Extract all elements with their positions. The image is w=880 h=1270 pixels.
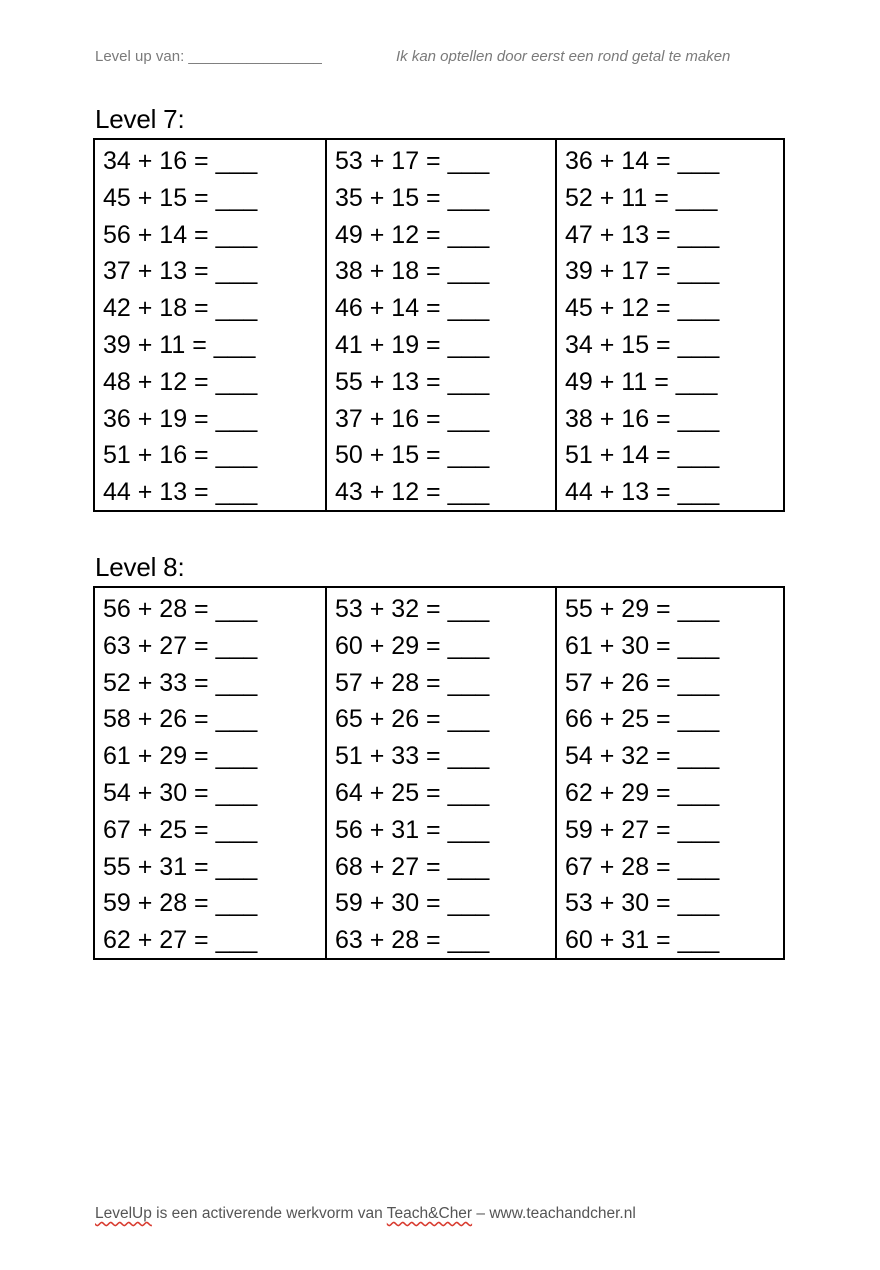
exercise-item: 41 + 19 = ___ (335, 330, 490, 359)
exercise-item: 67 + 25 = ___ (103, 815, 258, 844)
level-8-column-1 (95, 588, 327, 958)
exercise-item: 64 + 25 = ___ (335, 778, 490, 807)
exercise-item: 56 + 31 = ___ (335, 815, 490, 844)
footer-brand: LevelUp (95, 1205, 152, 1222)
level-8-title: Level 8: (95, 552, 185, 582)
exercise-item: 68 + 27 = ___ (335, 852, 490, 881)
exercise-item: 51 + 14 = ___ (565, 441, 720, 470)
exercise-item: 52 + 11 = ___ (565, 183, 718, 212)
exercise-item: 34 + 15 = ___ (565, 330, 720, 359)
exercise-item: 51 + 33 = ___ (335, 742, 490, 771)
exercise-item: 53 + 30 = ___ (565, 889, 720, 918)
exercise-item: 60 + 31 = ___ (565, 926, 720, 955)
page-header (95, 48, 785, 70)
page-footer (95, 1205, 636, 1223)
level-8-column-2 (327, 588, 557, 958)
exercise-item: 44 + 13 = ___ (103, 478, 258, 507)
exercise-item: 59 + 28 = ___ (103, 889, 258, 918)
level-8-column-3 (557, 588, 783, 958)
exercise-item: 36 + 19 = ___ (103, 404, 258, 433)
exercise-item: 54 + 30 = ___ (103, 778, 258, 807)
level-7-column-1 (95, 140, 327, 510)
exercise-item: 36 + 14 = ___ (565, 147, 720, 175)
exercise-item: 62 + 29 = ___ (565, 778, 720, 807)
exercise-item: 63 + 28 = ___ (335, 926, 490, 955)
exercise-item: 56 + 28 = ___ (103, 595, 258, 623)
level-8-exercise-grid (93, 586, 785, 960)
level-7-title: Level 7: (95, 104, 185, 134)
exercise-item: 49 + 12 = ___ (335, 220, 490, 249)
exercise-item: 62 + 27 = ___ (103, 926, 258, 955)
footer-company: Teach&Cher (386, 1205, 473, 1222)
footer-text-2: – www.teachandcher.nl (472, 1205, 636, 1222)
exercise-item: 61 + 29 = ___ (103, 742, 258, 771)
exercise-item: 39 + 17 = ___ (565, 257, 720, 286)
exercise-item: 67 + 28 = ___ (565, 852, 720, 881)
level-7-exercise-grid (93, 138, 785, 512)
footer-text-1: is een activerende werkvorm van (151, 1205, 387, 1222)
exercise-item: 53 + 17 = ___ (335, 147, 490, 175)
exercise-item: 37 + 16 = ___ (335, 404, 490, 433)
level-7-column-3 (557, 140, 783, 510)
exercise-item: 50 + 15 = ___ (335, 441, 490, 470)
exercise-item: 65 + 26 = ___ (335, 705, 490, 734)
exercise-item: 45 + 12 = ___ (565, 294, 720, 323)
exercise-item: 59 + 30 = ___ (335, 889, 490, 918)
exercise-item: 45 + 15 = ___ (103, 183, 258, 212)
exercise-item: 43 + 12 = ___ (335, 478, 490, 507)
exercise-item: 57 + 28 = ___ (335, 668, 490, 697)
exercise-item: 59 + 27 = ___ (565, 815, 720, 844)
exercise-item: 55 + 13 = ___ (335, 367, 490, 396)
exercise-item: 51 + 16 = ___ (103, 441, 258, 470)
exercise-item: 44 + 13 = ___ (565, 478, 720, 507)
exercise-item: 60 + 29 = ___ (335, 631, 490, 660)
exercise-item: 61 + 30 = ___ (565, 631, 720, 660)
level-7-column-2 (327, 140, 557, 510)
exercise-item: 55 + 31 = ___ (103, 852, 258, 881)
name-line: Level up van: ________________ (95, 48, 322, 65)
exercise-item: 34 + 16 = ___ (103, 147, 258, 175)
exercise-item: 46 + 14 = ___ (335, 294, 490, 323)
exercise-item: 58 + 26 = ___ (103, 705, 258, 734)
exercise-item: 63 + 27 = ___ (103, 631, 258, 660)
exercise-item: 57 + 26 = ___ (565, 668, 720, 697)
exercise-item: 42 + 18 = ___ (103, 294, 258, 323)
exercise-item: 66 + 25 = ___ (565, 705, 720, 734)
exercise-item: 35 + 15 = ___ (335, 183, 490, 212)
exercise-item: 53 + 32 = ___ (335, 595, 490, 623)
exercise-item: 54 + 32 = ___ (565, 742, 720, 771)
exercise-item: 38 + 16 = ___ (565, 404, 720, 433)
learning-goal: Ik kan optellen door eerst een rond getal te maken (396, 48, 731, 65)
exercise-item: 49 + 11 = ___ (565, 367, 718, 396)
exercise-item: 39 + 11 = ___ (103, 330, 256, 359)
exercise-item: 55 + 29 = ___ (565, 595, 720, 623)
exercise-item: 52 + 33 = ___ (103, 668, 258, 697)
exercise-item: 56 + 14 = ___ (103, 220, 258, 249)
exercise-item: 38 + 18 = ___ (335, 257, 490, 286)
exercise-item: 48 + 12 = ___ (103, 367, 258, 396)
exercise-item: 47 + 13 = ___ (565, 220, 720, 249)
exercise-item: 37 + 13 = ___ (103, 257, 258, 286)
